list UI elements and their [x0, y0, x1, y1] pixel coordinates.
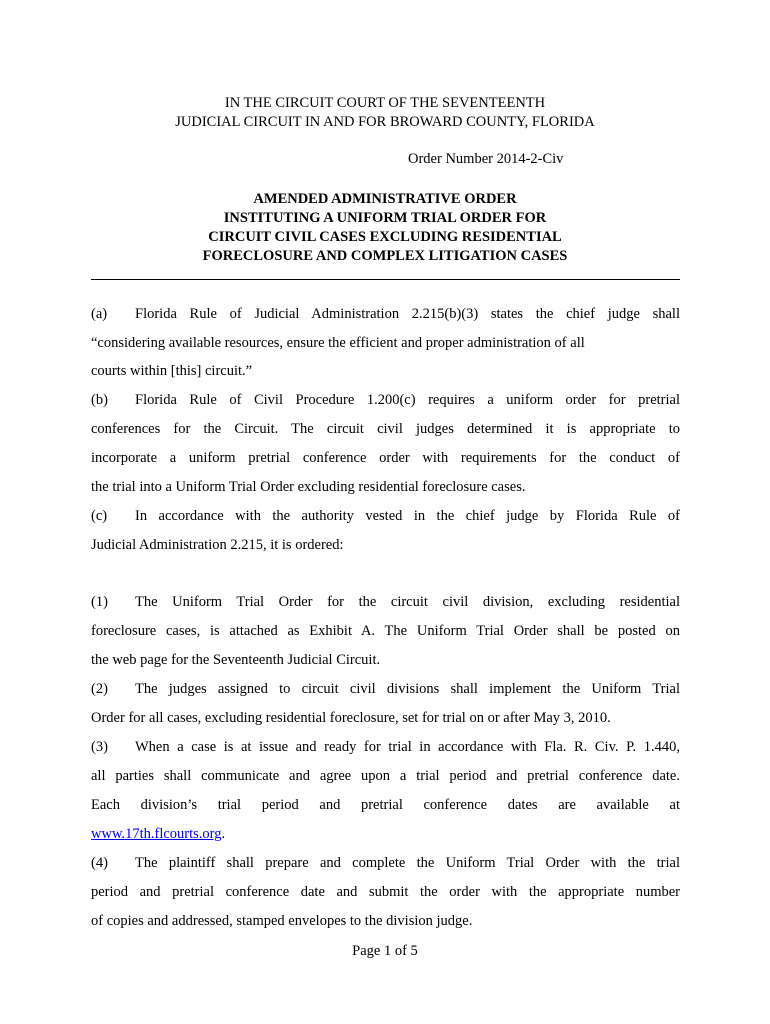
paragraph-b-text: Florida Rule of Civil Procedure 1.200(c) requires a uniform order for pretrial	[135, 392, 680, 408]
paragraph-b-marker: (b)	[91, 392, 108, 408]
paragraph-c-line-2: Judicial Administration 2.215, it is ordered:	[91, 537, 344, 553]
page-number: Page 1 of 5	[352, 943, 418, 959]
court-caption-line-1: IN THE CIRCUIT COURT OF THE SEVENTEENTH	[224, 95, 546, 111]
paragraph-3-line-3: Each division’s trial period and pretrial conference dates are available at	[91, 797, 680, 813]
paragraph-1-line-2: foreclosure cases, is attached as Exhibit A. The Uniform Trial Order shall be posted on	[91, 623, 680, 639]
paragraph-1-marker: (1)	[91, 594, 108, 610]
title-line-2: INSTITUTING A UNIFORM TRIAL ORDER FOR	[223, 210, 547, 226]
paragraph-3-marker: (3)	[91, 739, 108, 755]
paragraph-3-line-2: all parties shall communicate and agree upon a trial period and pretrial conference date.	[91, 768, 680, 784]
title-line-1: AMENDED ADMINISTRATIVE ORDER	[253, 191, 517, 207]
paragraph-c-text: In accordance with the authority vested in the chief judge by Florida Rule of	[135, 508, 680, 524]
paragraph-1-line-1	[91, 593, 680, 611]
paragraph-4-marker: (4)	[91, 855, 108, 871]
title-divider	[91, 279, 680, 280]
paragraph-4-text: The plaintiff shall prepare and complete the Uniform Trial Order with the trial	[135, 855, 680, 871]
order-number: Order Number 2014-2-Civ	[408, 151, 564, 167]
paragraph-1-line-3: the web page for the Seventeenth Judicial Circuit.	[91, 652, 381, 668]
title-line-3: CIRCUIT CIVIL CASES EXCLUDING RESIDENTIAL	[208, 229, 562, 245]
paragraph-c-line-1	[91, 507, 680, 525]
paragraph-2-marker: (2)	[91, 681, 108, 697]
paragraph-3-line-4	[91, 825, 680, 843]
paragraph-b-line-3: incorporate a uniform pretrial conference order with requirements for the conduct of	[91, 450, 680, 466]
paragraph-c-marker: (c)	[91, 508, 108, 524]
paragraph-2-line-1	[91, 680, 680, 698]
paragraph-2-line-2: Order for all cases, excluding residential foreclosure, set for trial on or after May 3, 2010.	[91, 710, 611, 726]
title-line-4: FORECLOSURE AND COMPLEX LITIGATION CASES	[202, 248, 568, 264]
paragraph-3-line-1	[91, 738, 680, 756]
paragraph-b-line-4: the trial into a Uniform Trial Order excluding residential foreclosure cases.	[91, 479, 526, 495]
paragraph-a-line-2: “considering available resources, ensure the efficient and proper administration of all	[91, 335, 585, 351]
paragraph-a-line-3: courts within [this] circuit.”	[91, 363, 253, 379]
paragraph-b-line-1	[91, 391, 680, 409]
paragraph-4-line-3: of copies and addressed, stamped envelopes to the division judge.	[91, 913, 473, 929]
paragraph-a-line-1	[91, 305, 680, 323]
link-suffix: .	[221, 826, 226, 842]
court-website-link[interactable]: www.17th.flcourts.org	[91, 826, 222, 842]
court-caption-line-2: JUDICIAL CIRCUIT IN AND FOR BROWARD COUNTY, FLORIDA	[175, 114, 595, 130]
paragraph-a-text: Florida Rule of Judicial Administration 2.215(b)(3) states the chief judge shall	[135, 306, 680, 322]
paragraph-b-line-2: conferences for the Circuit. The circuit civil judges determined it is appropriate to	[91, 421, 680, 437]
paragraph-a-marker: (a)	[91, 306, 108, 322]
paragraph-4-line-1	[91, 854, 680, 872]
paragraph-3-text: When a case is at issue and ready for trial in accordance with Fla. R. Civ. P. 1.440,	[135, 739, 680, 755]
paragraph-1-text: The Uniform Trial Order for the circuit civil division, excluding residential	[135, 594, 680, 610]
paragraph-4-line-2: period and pretrial conference date and submit the order with the appropriate number	[91, 884, 680, 900]
paragraph-2-text: The judges assigned to circuit civil divisions shall implement the Uniform Trial	[135, 681, 680, 697]
